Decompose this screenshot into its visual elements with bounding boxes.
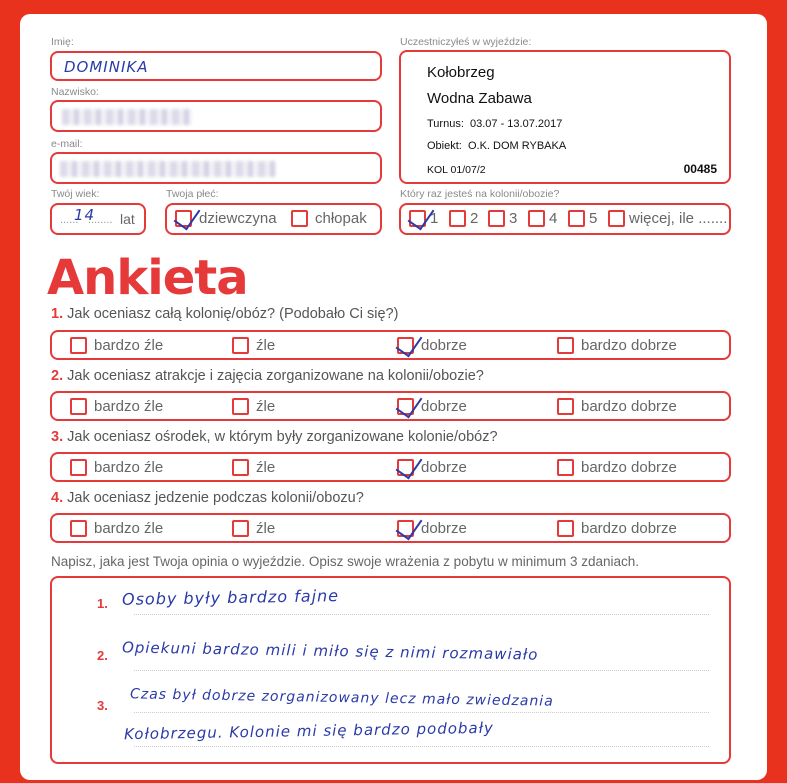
checkbox-icon[interactable] xyxy=(608,210,625,227)
times-option-2[interactable] xyxy=(449,210,478,227)
question-number: 2. xyxy=(51,368,64,384)
answer-label: dobrze xyxy=(421,459,467,476)
age-dots-left: ...... xyxy=(60,214,79,226)
question-2 xyxy=(51,368,484,384)
times-option-label: 1 xyxy=(430,210,439,227)
answer-option[interactable] xyxy=(557,520,677,537)
answer-label: bardzo dobrze xyxy=(581,459,677,476)
checkbox-icon[interactable] xyxy=(232,459,249,476)
opinion-prompt: Napisz, jaka jest Twoja opinia o wyjeździe. Opisz swoje wrażenia z pobytu w minimum 3 zdaniach. xyxy=(51,554,640,569)
answer-option[interactable] xyxy=(557,459,677,476)
participant-box xyxy=(399,50,731,184)
times-option-5[interactable] xyxy=(568,210,597,227)
times-option-4[interactable] xyxy=(528,210,557,227)
email-label: e-mail: xyxy=(51,138,83,150)
checkbox-checked-icon[interactable] xyxy=(397,459,414,476)
writing-line xyxy=(134,670,709,671)
camp-place: Kołobrzeg xyxy=(427,64,495,81)
answer-option-selected[interactable] xyxy=(397,520,467,537)
age-value: 14 xyxy=(74,206,96,224)
gender-option-girl[interactable] xyxy=(175,210,277,227)
email-field[interactable] xyxy=(50,152,382,184)
answer-label: bardzo źle xyxy=(94,520,164,537)
age-field[interactable] xyxy=(50,203,146,235)
question-number: 1. xyxy=(51,306,64,322)
answer-option[interactable] xyxy=(232,398,275,415)
opinion-number: 2. xyxy=(97,648,108,663)
question-text: Jak oceniasz jedzenie podczas kolonii/obozu? xyxy=(67,490,364,506)
answer-label: bardzo dobrze xyxy=(581,337,677,354)
surname-label: Nazwisko: xyxy=(51,86,99,98)
answer-label: źle xyxy=(256,398,276,415)
answer-label: bardzo źle xyxy=(94,459,164,476)
answer-label: źle xyxy=(256,520,276,537)
checkbox-icon[interactable] xyxy=(557,398,574,415)
answer-row-2 xyxy=(50,391,731,421)
answer-label: bardzo dobrze xyxy=(581,520,677,537)
answer-label: dobrze xyxy=(421,337,467,354)
times-field xyxy=(399,203,731,235)
gender-label: Twoja płeć: xyxy=(166,188,219,200)
times-option-3[interactable] xyxy=(488,210,517,227)
times-option-label: więcej, ile ....... xyxy=(629,210,728,227)
survey-card xyxy=(20,14,767,780)
question-number: 4. xyxy=(51,490,64,506)
checkbox-icon[interactable] xyxy=(557,337,574,354)
opinion-number: 1. xyxy=(97,596,108,611)
opinion-line-1: Osoby były bardzo fajne xyxy=(121,586,340,609)
answer-label: bardzo źle xyxy=(94,337,164,354)
camp-obiekt: Obiekt: O.K. DOM RYBAKA xyxy=(427,140,567,152)
times-label: Który raz jesteś na kolonii/obozie? xyxy=(400,188,560,200)
answer-option[interactable] xyxy=(232,337,275,354)
answer-option-selected[interactable] xyxy=(397,459,467,476)
answer-option[interactable] xyxy=(70,520,163,537)
question-1 xyxy=(51,306,398,322)
checkbox-icon[interactable] xyxy=(568,210,585,227)
answer-option-selected[interactable] xyxy=(397,337,467,354)
checkbox-icon[interactable] xyxy=(488,210,505,227)
writing-line xyxy=(134,746,709,747)
answer-option[interactable] xyxy=(232,520,275,537)
camp-turnus: Turnus: 03.07 - 13.07.2017 xyxy=(427,118,563,130)
checkbox-checked-icon[interactable] xyxy=(397,398,414,415)
answer-row-1 xyxy=(50,330,731,360)
writing-line xyxy=(134,614,709,615)
checkbox-icon[interactable] xyxy=(232,520,249,537)
opinion-box[interactable] xyxy=(50,576,731,764)
answer-label: dobrze xyxy=(421,520,467,537)
checkbox-icon[interactable] xyxy=(232,398,249,415)
checkbox-icon[interactable] xyxy=(557,459,574,476)
times-option-label: 4 xyxy=(549,210,558,227)
question-3 xyxy=(51,429,498,445)
surname-field[interactable] xyxy=(50,100,382,132)
answer-option[interactable] xyxy=(557,337,677,354)
answer-label: źle xyxy=(256,337,276,354)
name-field[interactable] xyxy=(50,51,382,81)
surname-redacted xyxy=(62,109,192,125)
checkbox-icon[interactable] xyxy=(70,459,87,476)
answer-option[interactable] xyxy=(70,398,163,415)
gender-option-boy[interactable] xyxy=(291,210,367,227)
answer-row-3 xyxy=(50,452,731,482)
answer-option[interactable] xyxy=(557,398,677,415)
checkbox-icon[interactable] xyxy=(70,398,87,415)
camp-code: KOL 01/07/2 xyxy=(427,164,486,176)
gender-option-label: chłopak xyxy=(315,210,367,227)
checkbox-icon[interactable] xyxy=(291,210,308,227)
answer-option[interactable] xyxy=(232,459,275,476)
camp-number: 00485 xyxy=(683,162,717,176)
name-value: DOMINIKA xyxy=(64,58,149,76)
checkbox-checked-icon[interactable] xyxy=(397,337,414,354)
age-dots-right: ........ xyxy=(88,214,113,226)
camp-name: Wodna Zabawa xyxy=(427,90,532,107)
email-redacted xyxy=(60,161,276,177)
opinion-line-4: Kołobrzegu. Kolonie mi się bardzo podobały xyxy=(123,718,494,744)
checkbox-checked-icon[interactable] xyxy=(175,210,192,227)
checkbox-icon[interactable] xyxy=(70,337,87,354)
checkbox-icon[interactable] xyxy=(528,210,545,227)
answer-label: dobrze xyxy=(421,398,467,415)
question-text: Jak oceniasz ośrodek, w którym były zorganizowane kolonie/obóz? xyxy=(67,429,498,445)
age-label: Twój wiek: xyxy=(51,188,100,200)
gender-field xyxy=(165,203,382,235)
checkbox-checked-icon[interactable] xyxy=(397,520,414,537)
times-option-label: 5 xyxy=(589,210,598,227)
checkbox-icon[interactable] xyxy=(70,520,87,537)
question-text: Jak oceniasz całą kolonię/obóz? (Podobało Ci się?) xyxy=(67,306,399,322)
answer-label: bardzo dobrze xyxy=(581,398,677,415)
question-text: Jak oceniasz atrakcje i zajęcia zorganizowane na kolonii/obozie? xyxy=(67,368,484,384)
opinion-line-2: Opiekuni bardzo mili i miło się z nimi rozmawiało xyxy=(121,638,539,664)
checkbox-checked-icon[interactable] xyxy=(409,210,426,227)
times-option-label: 3 xyxy=(509,210,518,227)
answer-label: bardzo źle xyxy=(94,398,164,415)
age-unit: lat xyxy=(120,211,135,227)
times-option-more[interactable] xyxy=(608,210,727,227)
checkbox-icon[interactable] xyxy=(449,210,466,227)
answer-option[interactable] xyxy=(70,337,163,354)
gender-option-label: dziewczyna xyxy=(199,210,277,227)
answer-option[interactable] xyxy=(70,459,163,476)
times-option-label: 2 xyxy=(470,210,479,227)
writing-line xyxy=(134,712,709,713)
checkbox-icon[interactable] xyxy=(232,337,249,354)
question-number: 3. xyxy=(51,429,64,445)
page-title: Ankieta xyxy=(47,250,248,306)
opinion-number: 3. xyxy=(97,698,108,713)
answer-label: źle xyxy=(256,459,276,476)
participant-label: Uczestniczyłeś w wyjeździe: xyxy=(400,36,532,48)
name-label: Imię: xyxy=(51,36,74,48)
answer-option-selected[interactable] xyxy=(397,398,467,415)
opinion-line-3: Czas był dobrze zorganizowany lecz mało zwiedzania xyxy=(129,686,554,710)
question-4 xyxy=(51,490,364,506)
times-option-1[interactable] xyxy=(409,210,438,227)
answer-row-4 xyxy=(50,513,731,543)
checkbox-icon[interactable] xyxy=(557,520,574,537)
